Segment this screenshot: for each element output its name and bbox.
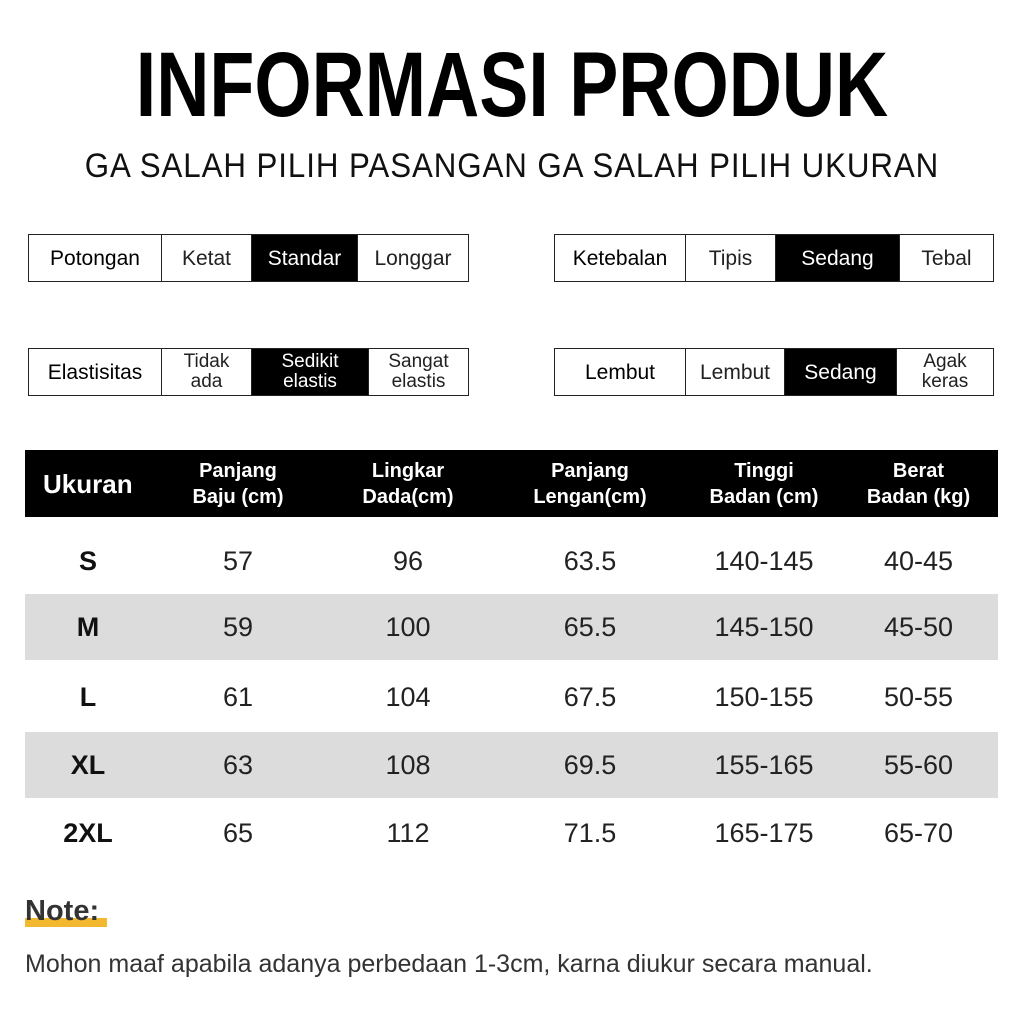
- page-subtitle: GA SALAH PILIH PASANGAN GA SALAH PILIH UKURAN: [84, 147, 940, 185]
- table-cell: 50-55: [883, 681, 954, 712]
- attribute-option-selected: Sedikit elastis: [251, 349, 368, 395]
- attribute-lembut: [554, 348, 994, 396]
- attribute-option: Lembut: [685, 349, 784, 395]
- attribute-label: Potongan: [50, 246, 140, 270]
- attribute-option: Ketat: [161, 235, 251, 281]
- header-ukuran: Ukuran: [43, 468, 133, 499]
- attribute-potongan: [28, 234, 469, 282]
- header-lingkar-dada: Lingkar Dada(cm): [362, 459, 454, 508]
- table-cell: 145-150: [714, 611, 814, 642]
- table-cell: 67.5: [563, 681, 617, 712]
- size-cell: 2XL: [63, 817, 113, 848]
- header-berat-badan: Berat Badan (kg): [866, 459, 971, 508]
- table-cell: 40-45: [883, 545, 954, 576]
- attribute-option: Agak keras: [896, 349, 993, 395]
- attribute-option: Tipis: [685, 235, 775, 281]
- table-row: [25, 664, 998, 730]
- table-row: [25, 594, 998, 660]
- table-cell: 63.5: [563, 545, 617, 576]
- table-cell: 45-50: [883, 611, 954, 642]
- attribute-label: Lembut: [584, 360, 656, 384]
- attribute-elastisitas: [28, 348, 469, 396]
- attribute-option: Sangat elastis: [368, 349, 468, 395]
- table-cell: 65.5: [563, 611, 617, 642]
- table-row: [25, 800, 998, 866]
- size-table-header: [25, 450, 998, 517]
- header-panjang-lengan: Panjang Lengan(cm): [533, 459, 647, 508]
- table-row: [25, 528, 998, 594]
- table-cell: 71.5: [563, 817, 617, 848]
- table-cell: 100: [385, 611, 431, 642]
- header-panjang-baju: Panjang Baju (cm): [192, 459, 284, 508]
- table-cell: 55-60: [883, 749, 954, 780]
- attribute-option-selected: Sedang: [775, 235, 899, 281]
- table-cell: 63: [222, 749, 254, 780]
- attribute-option: Longgar: [357, 235, 468, 281]
- attribute-ketebalan: [554, 234, 994, 282]
- table-cell: 165-175: [714, 817, 814, 848]
- attribute-option-selected: Standar: [251, 235, 357, 281]
- table-cell: 150-155: [714, 681, 814, 712]
- attribute-option: Tebal: [899, 235, 993, 281]
- note-label: Note:: [25, 895, 100, 927]
- table-cell: 96: [392, 545, 424, 576]
- table-cell: 59: [222, 611, 254, 642]
- header-tinggi-badan: Tinggi Badan (cm): [709, 459, 819, 508]
- size-cell: S: [78, 545, 97, 576]
- table-cell: 104: [385, 681, 431, 712]
- table-cell: 140-145: [714, 545, 814, 576]
- table-row: [25, 732, 998, 798]
- attribute-option: Tidak ada: [161, 349, 251, 395]
- attribute-label: Ketebalan: [572, 246, 668, 270]
- attribute-label: Elastisitas: [47, 360, 143, 384]
- page-title: INFORMASI PRODUK: [135, 34, 889, 136]
- size-cell: M: [76, 611, 100, 642]
- table-cell: 69.5: [563, 749, 617, 780]
- attribute-option-selected: Sedang: [784, 349, 896, 395]
- table-cell: 108: [385, 749, 431, 780]
- table-cell: 155-165: [714, 749, 814, 780]
- table-cell: 61: [222, 681, 254, 712]
- size-cell: L: [79, 681, 97, 712]
- size-cell: XL: [70, 749, 106, 780]
- table-cell: 57: [222, 545, 254, 576]
- table-cell: 65: [222, 817, 254, 848]
- table-cell: 65-70: [883, 817, 954, 848]
- table-cell: 112: [386, 817, 430, 848]
- note-text: Mohon maaf apabila adanya perbedaan 1-3cm, karna diukur secara manual.: [25, 950, 873, 978]
